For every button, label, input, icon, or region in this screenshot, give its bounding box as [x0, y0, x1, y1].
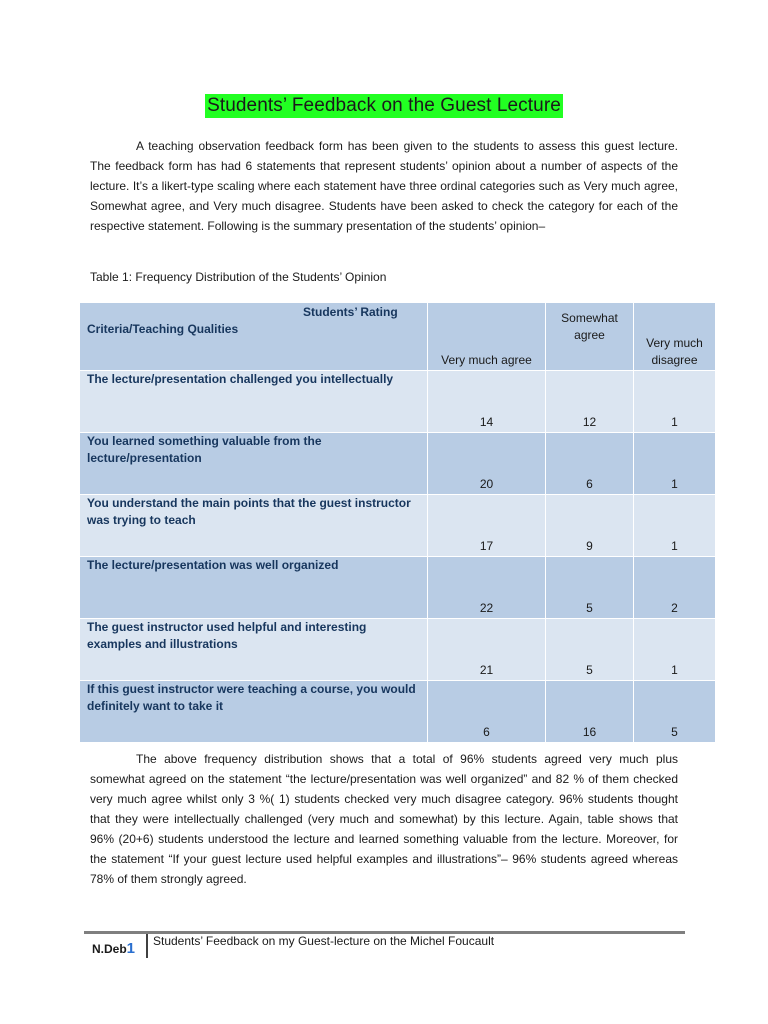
- criterion-cell: The lecture/presentation challenged you intellectually: [80, 371, 428, 433]
- very-much-agree-cell: 17: [428, 495, 546, 557]
- header-criteria-cell: [80, 303, 428, 371]
- footer-title: Students’ Feedback on my Guest-lecture on the Michel Foucault: [153, 934, 495, 948]
- criterion-cell: You understand the main points that the guest instructor was trying to teach: [80, 495, 428, 557]
- intro-text: A teaching observation feedback form has been given to the students to assess this guest lecture. The feedback form has had 6 statements that represent students’ opinion about a number of aspects of the lecture. It’s a likert-type scaling where each statement have three ordinal categories such as Very much agree, Somewhat agree, and Very much disagree. Students have been asked to check the category for each of the respective statement. Following is the summary presentation of the students’ opinion–: [90, 139, 678, 233]
- criterion-cell: The lecture/presentation was well organized: [80, 557, 428, 619]
- table-row: [80, 371, 716, 433]
- analysis-text: The above frequency distribution shows that a total of 96% students agreed very much plus somewhat agreed on the statement “the lecture/presentation was well organized” and 82 % of them checked very much agree whilst only 3 %( 1) students checked very much disagree category. 96% students thought that they were intellectually challenged (very much and somewhat) by this lecture. Again, table shows that 96% (20+6) students understood the lecture and learned something valuable from the lecture. Moreover, for the statement “If your guest lecture used helpful examples and illustrations”– 96% students agreed whereas 78% of them strongly agreed.: [90, 752, 678, 886]
- footer-author: [92, 940, 135, 957]
- very-much-disagree-cell: 1: [634, 495, 716, 557]
- header-very-much-disagree: Very much disagree: [634, 303, 716, 371]
- somewhat-agree-cell: 12: [546, 371, 634, 433]
- very-much-agree-cell: 6: [428, 681, 546, 743]
- criterion-cell: If this guest instructor were teaching a course, you would definitely want to take it: [80, 681, 428, 743]
- very-much-agree-cell: 22: [428, 557, 546, 619]
- analysis-paragraph: [90, 749, 678, 889]
- somewhat-agree-cell: 5: [546, 619, 634, 681]
- very-much-agree-cell: 20: [428, 433, 546, 495]
- very-much-disagree-cell: 2: [634, 557, 716, 619]
- page-title: Students’ Feedback on the Guest Lecture: [207, 95, 561, 116]
- table-row: [80, 619, 716, 681]
- criterion-cell: You learned something valuable from the lecture/presentation: [80, 433, 428, 495]
- table-row: [80, 433, 716, 495]
- header-very-much-agree: Very much agree: [428, 303, 546, 371]
- very-much-agree-cell: 21: [428, 619, 546, 681]
- table-caption: Table 1: Frequency Distribution of the Students’ Opinion: [90, 270, 387, 284]
- footer-separator: [146, 934, 148, 958]
- criterion-cell: The guest instructor used helpful and interesting examples and illustrations: [80, 619, 428, 681]
- very-much-agree-cell: 14: [428, 371, 546, 433]
- header-somewhat-agree: Somewhat agree: [546, 303, 634, 371]
- table-row: [80, 557, 716, 619]
- very-much-disagree-cell: 5: [634, 681, 716, 743]
- very-much-disagree-cell: 1: [634, 619, 716, 681]
- table-row: [80, 495, 716, 557]
- very-much-disagree-cell: 1: [634, 371, 716, 433]
- very-much-disagree-cell: 1: [634, 433, 716, 495]
- somewhat-agree-cell: 6: [546, 433, 634, 495]
- intro-paragraph: [90, 136, 678, 236]
- page-number: 1: [126, 940, 136, 957]
- frequency-table: [79, 302, 716, 743]
- somewhat-agree-cell: 5: [546, 557, 634, 619]
- table-header-row: [80, 303, 716, 371]
- somewhat-agree-cell: 16: [546, 681, 634, 743]
- table-row: [80, 681, 716, 743]
- footer-author-name: N.Deb: [92, 942, 127, 956]
- header-criteria: Criteria/Teaching Qualities: [87, 322, 239, 336]
- somewhat-agree-cell: 9: [546, 495, 634, 557]
- header-students-rating: Students’ Rating: [303, 305, 398, 319]
